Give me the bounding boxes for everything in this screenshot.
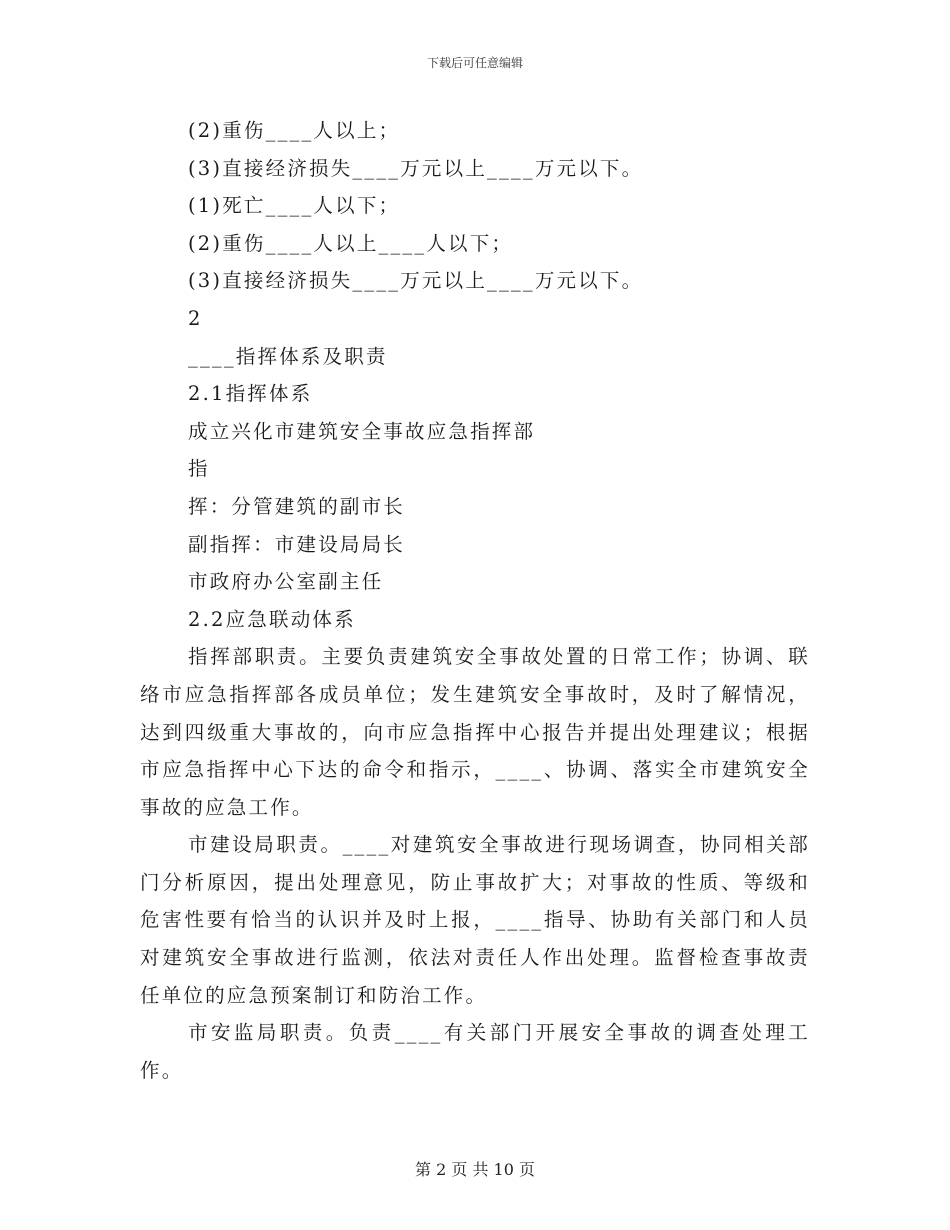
subsection-heading: 2.2应急联动体系 — [188, 607, 356, 631]
paragraph-command-duties: 指挥部职责。主要负责建筑安全事故处置的日常工作；协调、联络市应急指挥部各成员单位；发生建筑安全事故时，及时了解情况，达到四级重大事故的，向市应急指挥中心报告并提出处理建议；根据市应急指挥中心下达的命令和指示，____、协调、落实全市建筑安全事故的应急工作。 — [140, 645, 810, 819]
paragraph-construction-bureau-duties: 市建设局职责。____对建筑安全事故进行现场调查，协同相关部门分析原因，提出处理意见，防止事故扩大；对事故的性质、等级和危害性要有恰当的认识并及时上报，____指导、协助有关部门和人员对建筑安全事故进行监测，依法对责任人作出处理。监督检查事故责任单位的应急预案制订和防治工作。 — [140, 833, 810, 1007]
page-footer: 第 2 页 共 10 页 — [415, 1160, 535, 1179]
text-line: 副指挥：市建设局局长 — [188, 532, 406, 556]
text-line: (2)重伤____人以上； — [188, 119, 401, 142]
page-header: 下载后可任意编辑 — [426, 56, 523, 70]
text-line: (2)重伤____人以上____人以下； — [188, 231, 514, 255]
text-line: 市政府办公室副主任 — [188, 570, 384, 594]
text-line: (3)直接经济损失____万元以上____万元以下。 — [188, 269, 644, 293]
section-number: 2 — [188, 306, 203, 330]
text-line: (1)死亡____人以下； — [188, 194, 401, 218]
paragraph-safety-bureau-duties: 市安监局职责。负责____有关部门开展安全事故的调查处理工作。 — [140, 1021, 810, 1082]
text-line: 挥：分管建筑的副市长 — [188, 494, 406, 518]
text-line: 指 — [188, 457, 210, 481]
section-heading: ____指挥体系及职责 — [188, 344, 388, 368]
document-body — [140, 112, 810, 1089]
subsection-heading: 2.1指挥体系 — [188, 382, 313, 406]
text-line: 成立兴化市建筑安全事故应急指挥部 — [188, 419, 536, 443]
text-line: (3)直接经济损失____万元以上____万元以下。 — [188, 156, 644, 180]
